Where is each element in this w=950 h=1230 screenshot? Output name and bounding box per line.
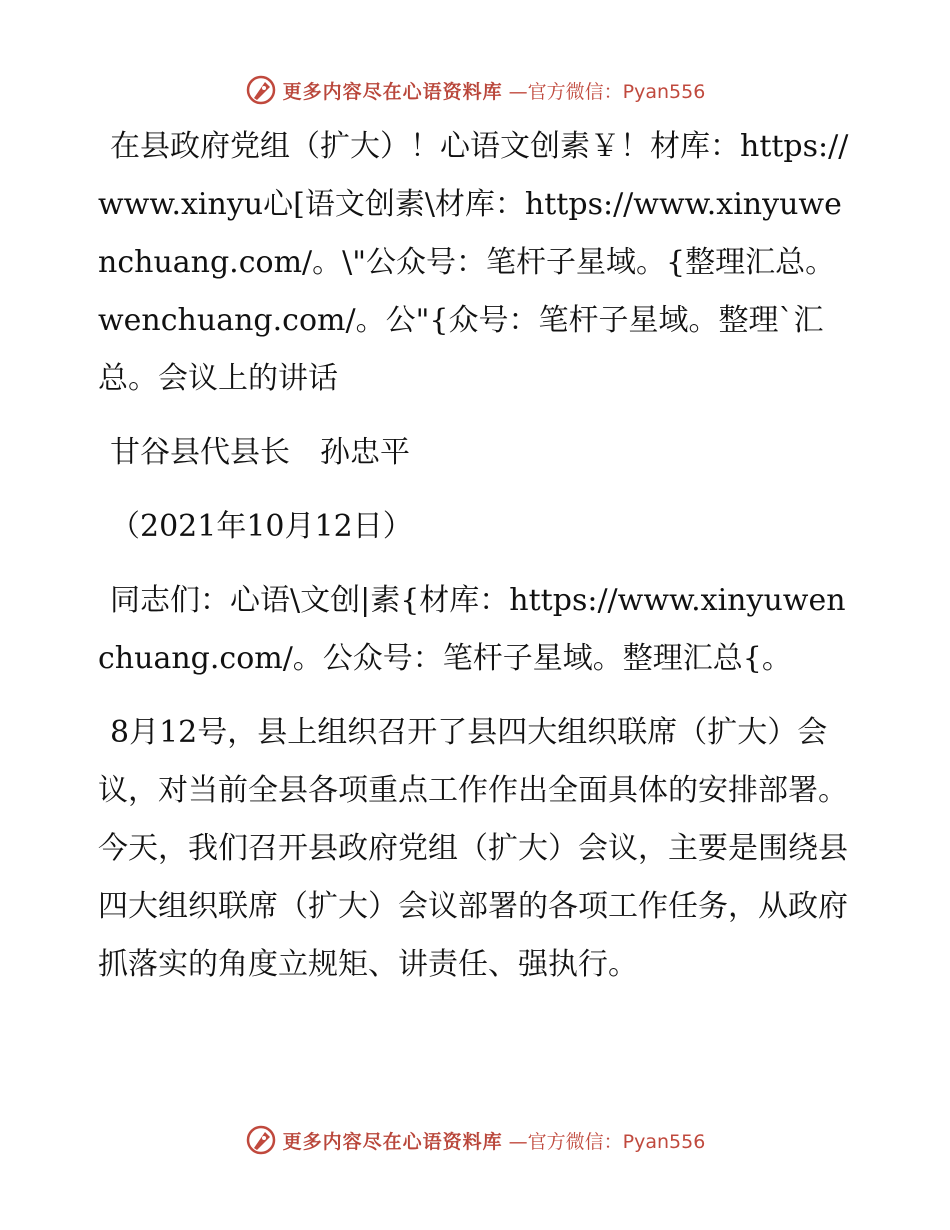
document-body bbox=[98, 118, 858, 1009]
banner-wechat-text: —官方微信：Pyan556 bbox=[508, 80, 706, 103]
banner-wechat-text: —官方微信：Pyan556 bbox=[508, 1130, 706, 1153]
header-watermark-banner bbox=[0, 72, 950, 108]
speaker-line: 甘谷县代县长 孙忠平 bbox=[110, 435, 410, 470]
footer-watermark-banner bbox=[0, 1122, 950, 1158]
date-line: （2021年10月12日） bbox=[110, 509, 413, 544]
body-paragraph: 8月12号，县上组织召开了县四大组织联席（扩大）会议，对当前全县各项重点工作作出全面具体的安排部署。今天，我们召开县政府党组（扩大）会议，主要是围绕县四大组织联席（扩大）会议部署的各项工作任务，从政府抓落实的角度立规矩、讲责任、强执行。 bbox=[98, 715, 848, 982]
pen-nib-logo-icon bbox=[245, 1124, 277, 1156]
banner-brand-text: 更多内容尽在心语资料库 bbox=[282, 1130, 503, 1153]
speech-title: 在县政府党组（扩大）！心语文创素￥！材库：https://www.xinyu心[语文创素\材库：https://www.xinyuwenchuang.com/。\"公众号：笔杆子星域。{整理汇总。wenchuang.com/。公"{众号：笔杆子星域。整理`汇总。会议上的讲话 bbox=[98, 129, 849, 396]
banner-brand-text: 更多内容尽在心语资料库 bbox=[282, 80, 503, 103]
salutation-paragraph: 同志们：心语\文创|素{材库：https://www.xinyuwenchuang.com/。公众号：笔杆子星域。整理汇总{。 bbox=[98, 583, 846, 676]
pen-nib-logo-icon bbox=[245, 74, 277, 106]
